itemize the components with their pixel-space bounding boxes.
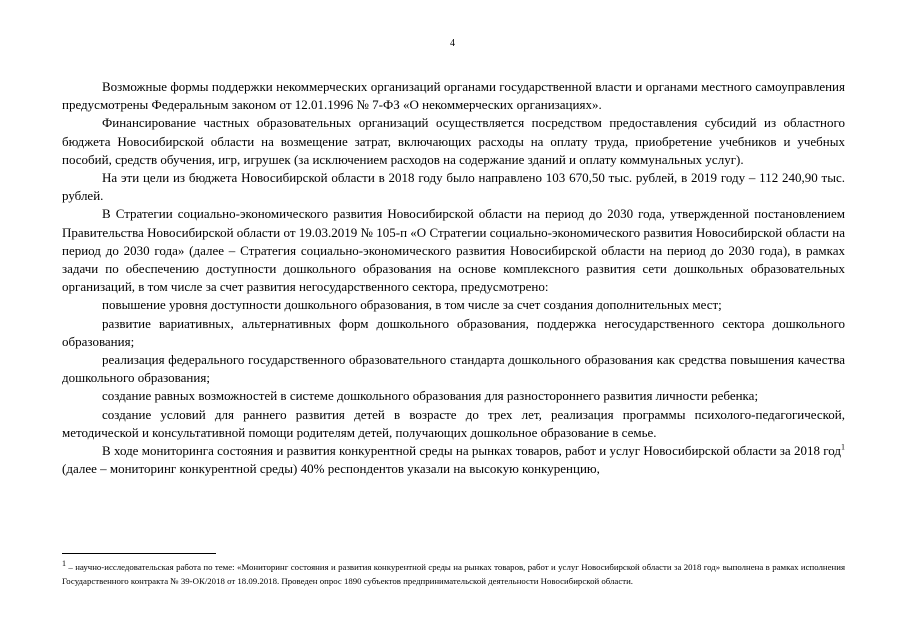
footnote-reference: 1: [841, 442, 845, 452]
paragraph-budget-amounts: На эти цели из бюджета Новосибирской области в 2018 году было направлено 103 670,50 тыс. рублей, в 2019 году – 112 240,90 тыс. рублей.: [62, 170, 845, 204]
list-item-early-development: создание условий для раннего развития детей в возрасте до трех лет, реализация программы психолого-педагогической, методической и консультативной помощи родителям детей, получающих дошкольное образование в семье.: [62, 406, 845, 440]
footnote-separator: [62, 553, 216, 554]
list-item-variative-forms: развитие вариативных, альтернативных форм дошкольного образования, поддержка негосударственного сектора дошкольного образования;: [62, 315, 845, 349]
list-item-standard: реализация федерального государственного образовательного стандарта дошкольного образования как средства повышения качества дошкольного образования;: [62, 352, 845, 386]
paragraph-ngo-support: Возможные формы поддержки некоммерческих организаций органами государственной власти и органами местного самоуправления предусмотрены Федеральным законом от 12.01.1996 № 7-ФЗ «О некоммерческих организациях».: [62, 79, 845, 113]
document-body: [62, 78, 845, 478]
paragraph-monitoring: [62, 442, 845, 478]
monitoring-text-start: В ходе мониторинга состояния и развития конкурентной среды на рынках товаров, работ и услуг Новосибирской области за 2018 год: [102, 443, 841, 459]
paragraph-financing: Финансирование частных образовательных организаций осуществляется посредством предоставления субсидий из областного бюджета Новосибирской области на возмещение затрат, включающих расходы на оплату труда, приобретение учебников и учебных пособий, средств обучения, игр, игрушек (за исключением расходов на содержание зданий и оплату коммунальных услуг).: [62, 115, 845, 167]
list-item-accessibility: повышение уровня доступности дошкольного образования, в том числе за счет создания дополнительных мест;: [102, 297, 722, 313]
footnote: [62, 560, 845, 588]
monitoring-text-end: (далее – мониторинг конкурентной среды) 40% респондентов указали на высокую конкуренцию,: [62, 461, 600, 477]
paragraph-strategy: В Стратегии социально-экономического развития Новосибирской области на период до 2030 года, утвержденной постановлением Правительства Новосибирской области от 19.03.2019 № 105-п «О Стратегии социально-экономического развития Новосибирской области на период до 2030 года» (далее – Стратегия социально-экономического развития Новосибирской области на период до 2030 года), в рамках задачи по обеспечению доступности дошкольного образования на основе комплексного развития сети дошкольных образовательных организаций, в том числе за счет развития негосударственного сектора, предусмотрено:: [62, 206, 845, 295]
page-number: 4: [450, 38, 455, 49]
list-item-equal-opportunities: создание равных возможностей в системе дошкольного образования для разностороннего развития личности ребенка;: [102, 388, 759, 404]
footnote-marker: 1: [62, 559, 66, 569]
footnote-text: – научно-исследовательская работа по теме: «Мониторинг состояния и развития конкурентной среды на рынках товаров, работ и услуг Новосибирской области за 2018 год» выполнена в рамках исполнения Государственного контракта № 39-ОК/2018 от 18.09.2018. Проведен опрос 1890 субъектов предпринимательской деятельности Новосибирской области.: [62, 562, 845, 586]
